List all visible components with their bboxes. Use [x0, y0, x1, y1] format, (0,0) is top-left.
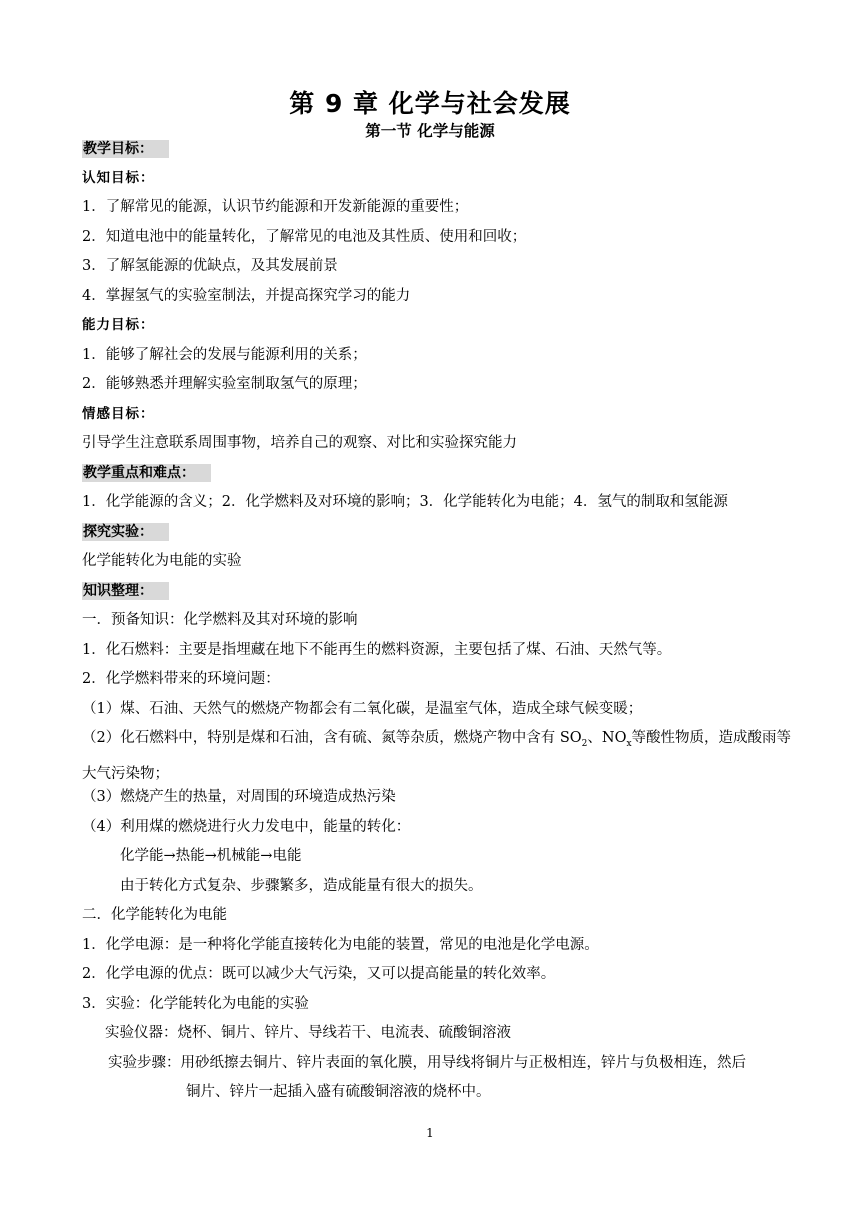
- knowledge-line: 1．化石燃料：主要是指埋藏在地下不能再生的燃料资源，主要包括了煤、石油、天然气等。: [82, 642, 672, 658]
- emotion-heading: 情感目标：: [82, 406, 155, 422]
- knowledge-line: 3．实验：化学能转化为电能的实验: [82, 996, 309, 1012]
- knowledge-line: 二．化学能转化为电能: [82, 907, 227, 923]
- key-points-heading: 教学重点和难点：: [82, 464, 211, 482]
- knowledge-line: 2．化学电源的优点：既可以减少大气污染，又可以提高能量的转化效率。: [82, 966, 556, 982]
- cognitive-item: 3．了解氢能源的优缺点，及其发展前景: [82, 258, 338, 274]
- teaching-goals-heading: 教学目标：: [82, 140, 169, 158]
- cognitive-item: 4．掌握氢气的实验室制法，并提高探究学习的能力: [82, 288, 411, 304]
- ability-item: 1．能够了解社会的发展与能源利用的关系；: [82, 347, 367, 363]
- cognitive-item: 2．知道电池中的能量转化，了解常见的电池及其性质、使用和回收；: [82, 229, 527, 245]
- knowledge-line: 实验步骤：用砂纸擦去铜片、锌片表面的氧化膜，用导线将铜片与正极相连，锌片与负极相连，然后: [108, 1055, 746, 1071]
- knowledge-line: 1．化学电源：是一种将化学能直接转化为电能的装置，常见的电池是化学电源。: [82, 937, 599, 953]
- ability-heading: 能力目标：: [82, 317, 155, 333]
- knowledge-line: （4）利用煤的燃烧进行火力发电中，能量的转化：: [82, 819, 411, 835]
- cognitive-item: 1．了解常见的能源，认识节约能源和开发新能源的重要性；: [82, 199, 469, 215]
- ability-item: 2．能够熟悉并理解实验室制取氢气的原理；: [82, 376, 367, 392]
- key-points-text: 1．化学能源的含义；2．化学燃料及对环境的影响；3．化学能转化为电能；4．氢气的制取和氢能源: [82, 494, 728, 510]
- experiment-text: 化学能转化为电能的实验: [82, 553, 242, 569]
- experiment-heading: 探究实验：: [82, 523, 169, 541]
- emotion-text: 引导学生注意联系周围事物，培养自己的观察、对比和实验探究能力: [82, 435, 517, 451]
- page-number: 1: [426, 1126, 434, 1140]
- knowledge-line: 实验仪器：烧杯、铜片、锌片、导线若干、电流表、硫酸铜溶液: [105, 1025, 511, 1041]
- chapter-title: 第 9 章 化学与社会发展: [289, 89, 571, 118]
- knowledge-line: 2．化学燃料带来的环境问题：: [82, 671, 280, 687]
- knowledge-heading: 知识整理：: [82, 582, 169, 600]
- knowledge-line: 铜片、锌片一起插入盛有硫酸铜溶液的烧杯中。: [186, 1084, 491, 1100]
- section-title: 第一节 化学与能源: [365, 122, 495, 140]
- knowledge-line: 一．预备知识：化学燃料及其对环境的影响: [82, 612, 358, 628]
- knowledge-line: （3）燃烧产生的热量，对周围的环境造成热污染: [82, 789, 396, 805]
- energy-chain: 化学能→热能→机械能→电能: [120, 848, 302, 864]
- cognitive-heading: 认知目标：: [82, 170, 155, 186]
- knowledge-paragraph: （2）化石燃料中，特别是煤和石油，含有硫、氮等杂质，燃烧产物中含有 $SO_2$、$NO_x$等酸性物质，造成酸雨等大气污染物；: [82, 730, 792, 782]
- knowledge-line: （1）煤、石油、天然气的燃烧产物都会有二氧化碳，是温室气体，造成全球气候变暖；: [82, 701, 643, 717]
- knowledge-line: 由于转化方式复杂、步骤繁多，造成能量有很大的损失。: [120, 878, 483, 894]
